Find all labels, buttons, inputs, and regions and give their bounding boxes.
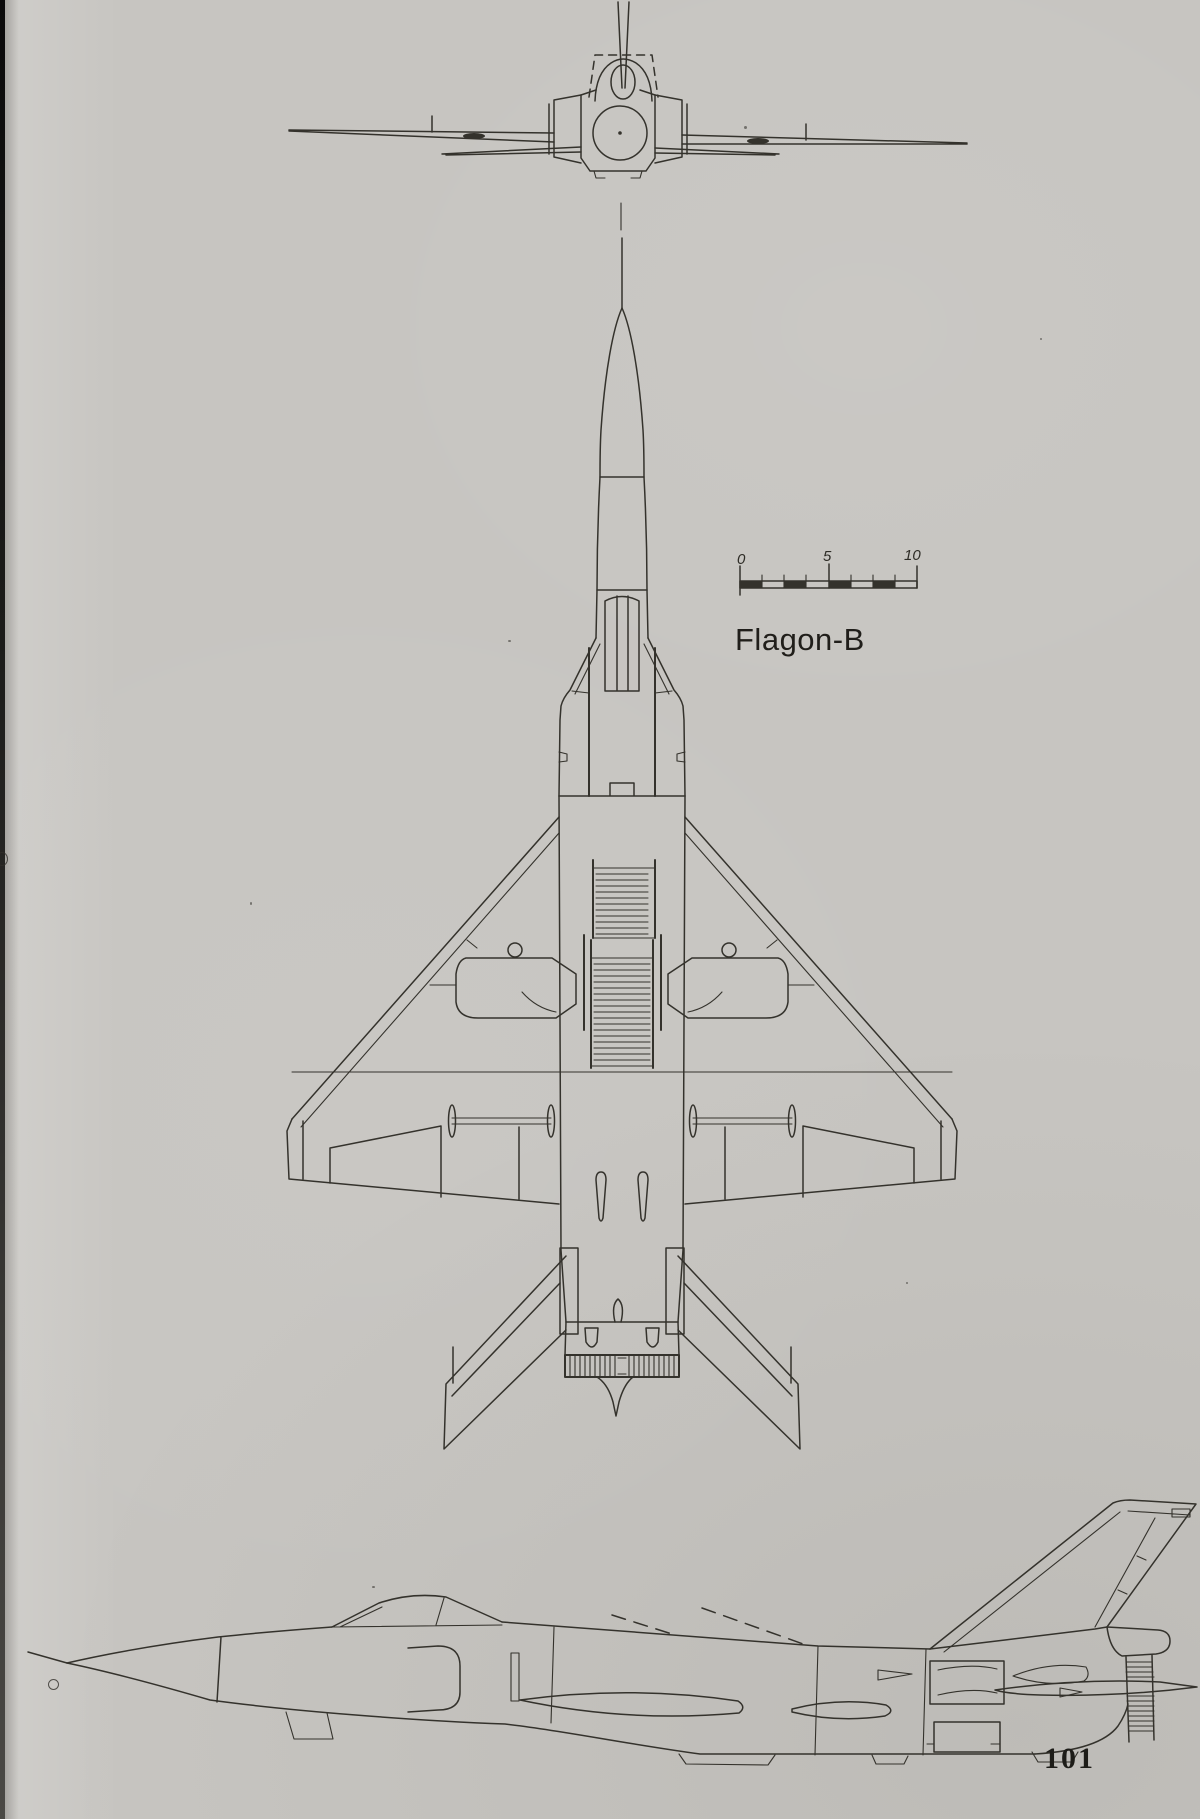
paper-ring-mark bbox=[48, 1679, 59, 1690]
page-number: 101 bbox=[1044, 1742, 1095, 1775]
front-view bbox=[289, 2, 967, 230]
paper-speck bbox=[508, 640, 511, 642]
scale-label-5: 5 bbox=[823, 548, 832, 565]
figure-caption: Flagon-B bbox=[735, 622, 865, 657]
plan-view bbox=[287, 238, 957, 1449]
paper-speck bbox=[744, 126, 747, 129]
paper-speck bbox=[1040, 338, 1042, 340]
side-view bbox=[28, 1500, 1197, 1765]
scale-label-10: 10 bbox=[904, 547, 921, 564]
paper-speck bbox=[372, 1586, 375, 1588]
scale-bar bbox=[740, 564, 917, 595]
paper-speck bbox=[906, 1282, 908, 1284]
scale-label-0: 0 bbox=[737, 551, 746, 568]
paper-speck bbox=[250, 902, 252, 905]
